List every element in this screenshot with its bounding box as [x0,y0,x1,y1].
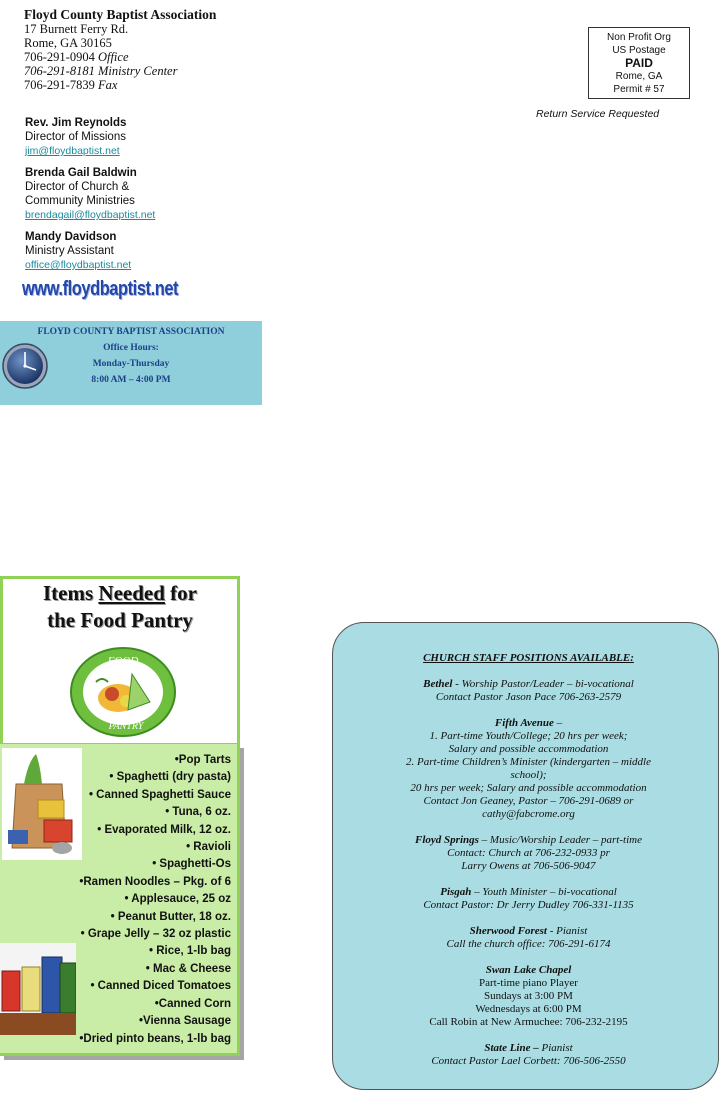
list-item: • Peanut Butter, 18 oz. [110,910,231,923]
org-address-2: Rome, GA 30165 [24,36,112,50]
list-item: • Applesauce, 25 oz [124,893,231,906]
logo-text-bottom: PANTRY [108,721,144,732]
food-pantry-logo [66,644,180,740]
position-pisgah: Pisgah – Youth Minister – bi-vocational Contact Pastor: Dr Jerry Dudley 706-331-1135 [423,886,634,911]
position-fifth-avenue: Fifth Avenue – 1. Part-time Youth/College; 20 hrs per week; Salary and possible accommodation 2. Part-time Children’s Minister (kindergarten – middle school); 20 hrs per week; Salary and possible accommodation Contact Jon Geaney, Pastor – 706-291-0689 or cathy@fabcrome.org [406,717,651,820]
list-item: •Vienna Sausage [138,1015,231,1028]
positions-heading: CHURCH STAFF POSITIONS AVAILABLE: [423,652,634,664]
staff-name: Brenda Gail Baldwin [25,167,137,179]
logo-text-top: FOOD [107,655,139,667]
org-phone-office: 706-291-0904 Office [24,50,129,64]
list-item: •Ramen Noodles – Pkg. of 6 [79,875,231,888]
list-item: • Ravioli [186,841,231,854]
staff-title: Director of Church & [25,181,130,193]
list-item: •Dried pinto beans, 1-lb bag [79,1032,231,1045]
postage-line-2: US Postage [612,45,666,56]
postage-indicia [588,27,690,99]
org-phone-ministry: 706-291-8181 Ministry Center [24,64,178,78]
staff-title: Community Ministries [25,195,135,207]
staff-title: Ministry Assistant [25,245,114,257]
postage-line-4: Rome, GA [615,71,663,82]
staff-contact [25,166,155,222]
staff-contact [25,230,131,272]
list-item: • Rice, 1-lb bag [149,945,231,958]
return-service-note: Return Service Requested [536,108,660,120]
postage-permit: Permit # 57 [613,84,665,95]
website-link[interactable]: www.floydbaptist.net [22,278,179,300]
list-item: • Grape Jelly – 32 oz plastic [80,928,231,941]
list-item: • Evaporated Milk, 12 oz. [97,823,231,836]
position-floyd-springs: Floyd Springs – Music/Worship Leader – part-time Contact: Church at 706-232-0933 pr Larry Owens at 706-506-9047 [415,834,642,872]
clock-icon [2,343,48,389]
org-name: Floyd County Baptist Association [24,7,217,22]
staff-name: Rev. Jim Reynolds [25,117,127,129]
postage-line-1: Non Profit Org [607,32,671,43]
list-item: • Spaghetti-Os [152,858,231,871]
staff-name: Mandy Davidson [25,231,117,243]
org-address-1: 17 Burnett Ferry Rd. [24,22,129,36]
hours-days: Monday-Thursday [92,359,170,369]
staff-email-link[interactable]: brendagail@floydbaptist.net [25,209,156,221]
position-bethel: Bethel - Worship Pastor/Leader – bi-vocational Contact Pastor Jason Pace 706-263-2579 [423,678,634,703]
staff-email-link[interactable]: office@floydbaptist.net [25,259,132,271]
position-sherwood-forest: Sherwood Forest - Pianist Call the church office: 706-291-6174 [446,925,611,950]
list-item: • Mac & Cheese [145,962,231,975]
list-item: • Canned Diced Tomatoes [90,980,231,993]
list-item: •Canned Corn [154,997,231,1010]
staff-contact [25,116,126,158]
hours-time: 8:00 AM – 4:00 PM [91,375,171,385]
hours-org-name: FLOYD COUNTY BAPTIST ASSOCIATION [37,327,225,337]
staff-email-link[interactable]: jim@floydbaptist.net [25,145,120,157]
postage-paid: PAID [625,56,653,70]
position-state-line: State Line – Pianist Contact Pastor Lael Corbett: 706-506-2550 [431,1042,626,1067]
org-phone-fax: 706-291-7839 Fax [24,78,118,92]
hours-label: Office Hours: [103,343,159,353]
org-header [24,8,216,92]
staff-title: Director of Missions [25,131,126,143]
position-swan-lake: Swan Lake Chapel Part-time piano Player Sundays at 3:00 PM Wednesdays at 6:00 PM Call Robin at New Armuchee: 706-232-2195 [429,964,628,1028]
list-item: • Canned Spaghetti Sauce [88,788,231,801]
list-item: •Pop Tarts [174,754,231,766]
list-item: • Spaghetti (dry pasta) [109,771,231,784]
staff-positions-content [336,652,720,1081]
food-pantry-items [0,752,231,1048]
list-item: • Tuna, 6 oz. [165,806,231,819]
food-pantry-title: Items Needed for the Food Pantry [43,581,197,632]
